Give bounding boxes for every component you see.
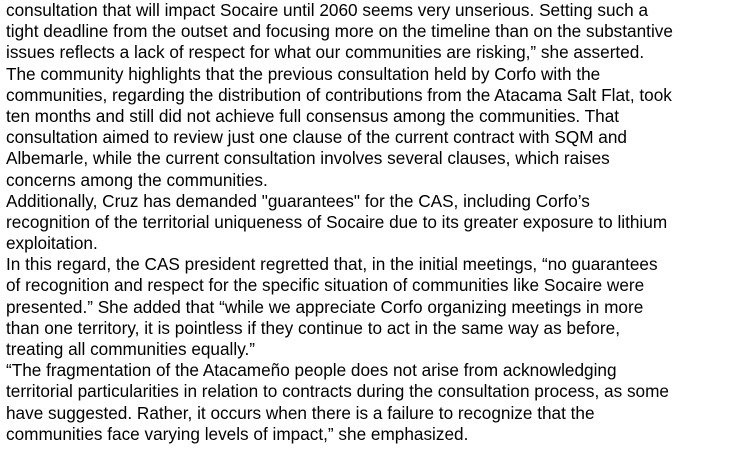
- text-line: “The fragmentation of the Atacameño people does not arise from acknowledging: [6, 360, 617, 381]
- text-line: than one territory, it is pointless if they continue to act in the same way as before,: [6, 317, 620, 338]
- text-line: exploitation.: [6, 233, 98, 254]
- text-line: issues reflects a lack of respect for what our communities are risking,” she asserted.: [6, 42, 645, 63]
- text-line: treating all communities equally.”: [6, 339, 256, 359]
- text-line: territorial particularities in relation to contracts during the consultation process, as some: [6, 381, 669, 402]
- text-line: presented.” She added that “while we appreciate Corfo organizing meetings in more: [6, 296, 644, 317]
- text-line: of recognition and respect for the specific situation of communities like Socaire were: [6, 275, 645, 296]
- paragraph-previous-consultation: [6, 64, 746, 191]
- text-line: recognition of the territorial uniqueness of Socaire due to its greater exposure to lithium: [6, 211, 668, 232]
- paragraph-fragmentation-quote: [6, 360, 746, 445]
- text-line: Additionally, Cruz has demanded "guarantees" for the CAS, including Corfo’s: [6, 190, 590, 211]
- text-line: have suggested. Rather, it occurs when there is a failure to recognize that the: [6, 402, 595, 423]
- paragraph-consultation-deadline: [6, 0, 746, 64]
- text-line: ten months and still did not achieve full consensus among the communities. That: [6, 105, 620, 126]
- text-line: consultation that will impact Socaire until 2060 seems very unserious. Setting such a: [6, 0, 648, 20]
- text-line: communities face varying levels of impact,” she emphasized.: [6, 423, 469, 444]
- paragraph-president-regret: [6, 254, 746, 360]
- text-line: tight deadline from the outset and focusing more on the timeline than on the substantive: [6, 21, 673, 42]
- text-line: concerns among the communities.: [6, 169, 268, 190]
- text-line: consultation aimed to review just one clause of the current contract with SQM and: [6, 127, 627, 148]
- article-body: [6, 0, 746, 445]
- text-line: The community highlights that the previous consultation held by Corfo with the: [6, 63, 601, 84]
- text-line: In this regard, the CAS president regretted that, in the initial meetings, “no guarantees: [6, 254, 658, 275]
- text-line: Albemarle, while the current consultation involves several clauses, which raises: [6, 148, 610, 169]
- text-line: communities, regarding the distribution of contributions from the Atacama Salt Flat, took: [6, 84, 672, 105]
- paragraph-guarantees: [6, 191, 746, 255]
